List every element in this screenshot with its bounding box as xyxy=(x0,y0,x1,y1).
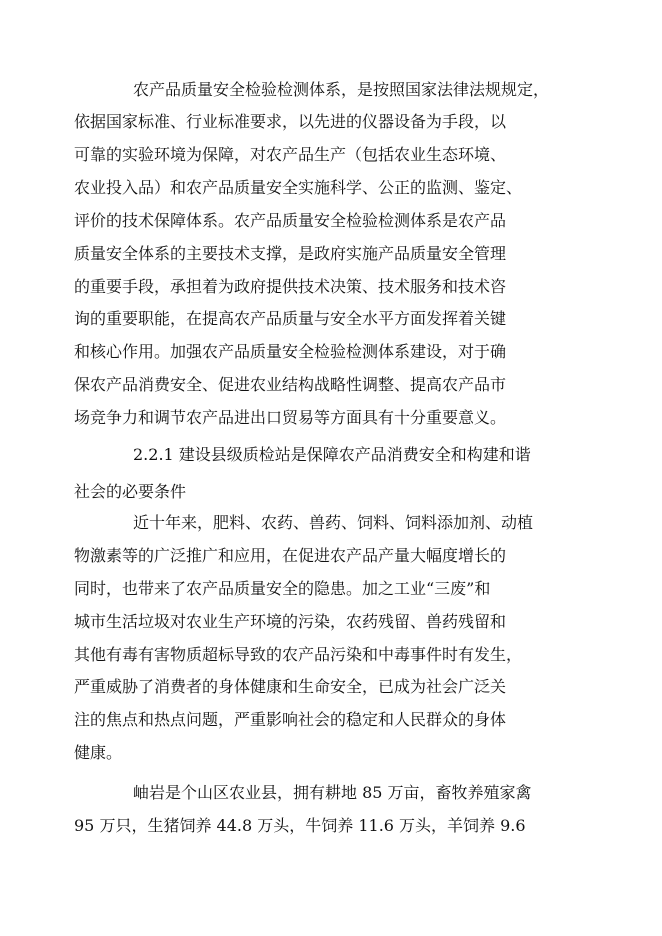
paragraph-line: 物激素等的广泛推广和应用，在促进农产品产量大幅度增长的 xyxy=(74,546,507,565)
section-heading-line: 社会的必要条件 xyxy=(74,482,187,501)
paragraph-line: 依据国家标准、行业标准要求，以先进的仪器设备为手段，以 xyxy=(74,112,507,131)
paragraph-line: 质量安全体系的主要技术支撑，是政府实施产品质量安全管理 xyxy=(74,244,507,263)
paragraph-line: 评价的技术保障体系。农产品质量安全检验检测体系是农产品 xyxy=(74,211,507,230)
paragraph-line: 农业投入品）和农产品质量安全实施科学、公正的监测、鉴定、 xyxy=(74,178,523,197)
paragraph-line: 可靠的实验环境为保障，对农产品生产（包括农业生态环境、 xyxy=(74,145,507,164)
paragraph-line: 95 万只，生猪饲养 44.8 万头，牛饲养 11.6 万头，羊饲养 9.6 xyxy=(74,816,526,835)
section-heading-line: 2.2.1 建设县级质检站是保障农产品消费安全和构建和谐 xyxy=(133,445,531,464)
paragraph-line: 近十年来，肥料、农药、兽药、饲料、饲料添加剂、动植 xyxy=(133,513,534,532)
paragraph-line: 注的焦点和热点问题，严重影响社会的稳定和人民群众的身体 xyxy=(74,710,507,729)
paragraph-line: 询的重要职能，在提高农产品质量与安全水平方面发挥着关键 xyxy=(74,309,507,328)
paragraph-line: 同时，也带来了农产品质量安全的隐患。加之工业“三废”和 xyxy=(74,579,491,598)
paragraph-line: 岫岩是个山区农业县，拥有耕地 85 万亩，畜牧养殖家禽 xyxy=(133,783,532,802)
paragraph-line: 的重要手段，承担着为政府提供技术决策、技术服务和技术咨 xyxy=(74,277,507,296)
paragraph-line: 城市生活垃圾对农业生产环境的污染，农药残留、兽药残留和 xyxy=(74,612,507,631)
paragraph-line: 健康。 xyxy=(74,743,123,762)
paragraph-line: 场竞争力和调节农产品进出口贸易等方面具有十分重要意义。 xyxy=(74,408,507,427)
paragraph-line: 其他有毒有害物质超标导致的农产品污染和中毒事件时有发生， xyxy=(74,645,523,664)
paragraph-line: 严重威胁了消费者的身体健康和生命安全，已成为社会广泛关 xyxy=(74,677,507,696)
paragraph-line: 农产品质量安全检验检测体系，是按照国家法律法规规定， xyxy=(133,80,550,99)
paragraph-line: 和核心作用。加强农产品质量安全检验检测体系建设，对于确 xyxy=(74,342,507,361)
paragraph-line: 保农产品消费安全、促进农业结构战略性调整、提高农产品市 xyxy=(74,375,507,394)
